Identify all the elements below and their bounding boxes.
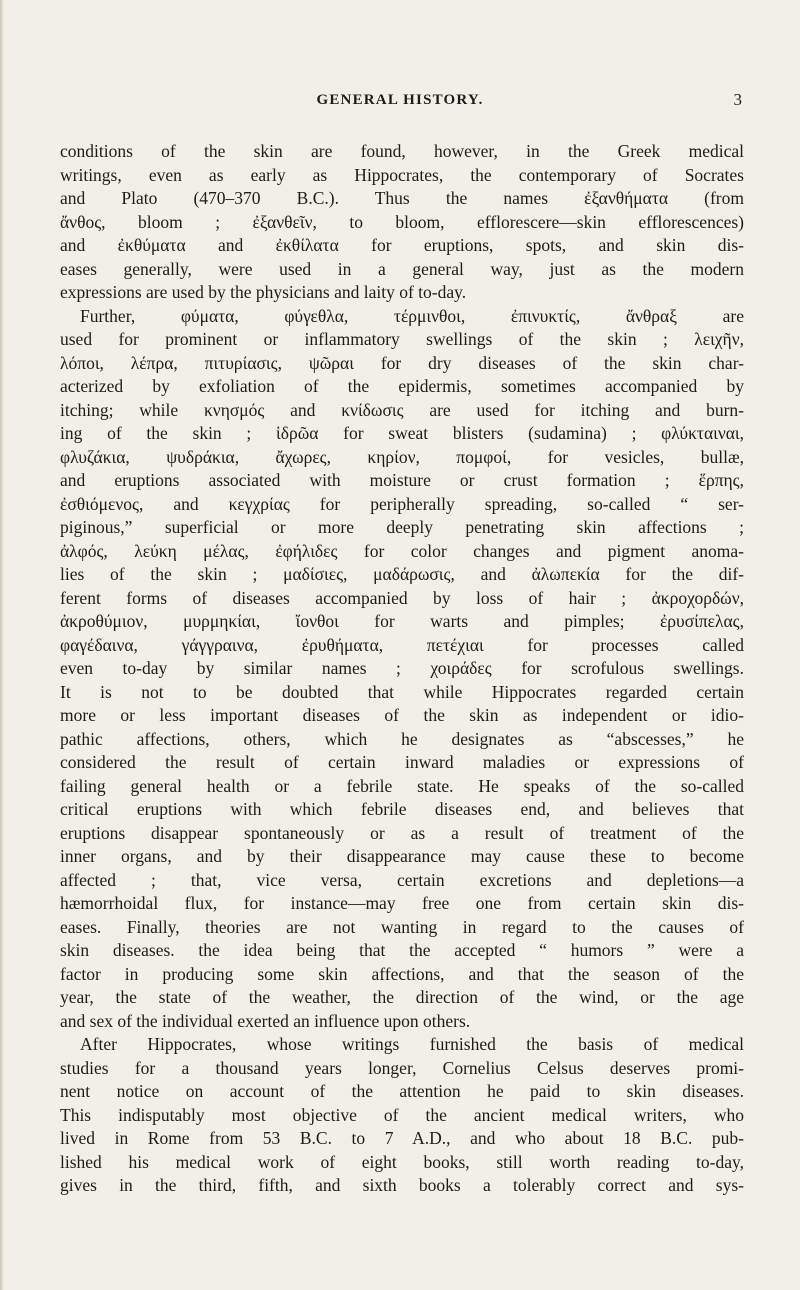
text-line: skin diseases. the idea being that the accepted “ humors ” were a: [60, 940, 744, 960]
text-line: ferent forms of diseases accompanied by loss of hair ; ἀκροχορδών,: [60, 587, 744, 608]
text-line: nent notice on account of the attention he paid to skin diseases.: [60, 1081, 744, 1101]
body-text: [60, 140, 744, 1198]
text-line: ἀκροθύμιον, μυρμηκίαι, ἴονθοι for warts and pimples; ἐρυσίπελας,: [60, 611, 744, 631]
text-line: conditions of the skin are found, however, in the Greek medical: [60, 141, 744, 161]
text-line: φαγέδαινα, γάγγραινα, ἐρυθήματα, πετέχιαι for processes called: [60, 634, 744, 655]
text-line: lished his medical work of eight books, still worth reading to-day,: [60, 1151, 744, 1172]
text-line: After Hippocrates, whose writings furnished the basis of medical: [80, 1034, 744, 1054]
text-line: piginous,” superficial or more deeply penetrating skin affections ;: [60, 517, 744, 537]
page-edge-shadow: [0, 0, 4, 1290]
text-line: It is not to be doubted that while Hippocrates regarded certain: [60, 681, 744, 702]
text-line: even to-day by similar names ; χοιράδες for scrofulous swellings.: [60, 658, 744, 678]
text-line: gives in the third, fifth, and sixth books a tolerably correct and sys-: [60, 1175, 744, 1195]
text-line: failing general health or a febrile state. He speaks of the so-called: [60, 775, 744, 796]
text-line: affected ; that, vice versa, certain excretions and depletions—a: [60, 869, 744, 890]
text-line: more or less important diseases of the skin as independent or idio-: [60, 705, 744, 725]
text-line: eases. Finally, theories are not wanting in regard to the causes of: [60, 916, 744, 937]
text-line: pathic affections, others, which he designates as “abscesses,” he: [60, 728, 744, 749]
page-number: 3: [733, 90, 742, 109]
text-line: studies for a thousand years longer, Cornelius Celsus deserves promi-: [60, 1057, 744, 1078]
text-line: and Plato (470–370 B.C.). Thus the names ἐξανθήματα (from: [60, 188, 744, 208]
text-line: and ἐκθύματα and ἐκθίλατα for eruptions, spots, and skin dis-: [60, 235, 744, 255]
text-line: and eruptions associated with moisture or crust formation ; ἕρπης,: [60, 470, 744, 490]
text-line: and sex of the individual exerted an influence upon others.: [60, 1010, 471, 1031]
text-line: This indisputably most objective of the ancient medical writers, who: [60, 1104, 744, 1125]
text-line: λόποι, λέπρα, πιτυρίασις, ψῶραι for dry diseases of the skin char-: [60, 352, 744, 373]
running-title: GENERAL HISTORY.: [316, 92, 484, 108]
text-line: writings, even as early as Hippocrates, the contemporary of Socrates: [60, 164, 744, 185]
text-line: itching; while κνησμός and κνίδωσις are used for itching and burn-: [60, 399, 744, 420]
text-line: considered the result of certain inward maladies or expressions of: [60, 752, 744, 772]
text-line: hæmorrhoidal flux, for instance—may free one from certain skin dis-: [60, 893, 744, 913]
text-line: ing of the skin ; ἱδρῶα for sweat blisters (sudamina) ; φλύκταιναι,: [60, 423, 744, 443]
text-line: eases generally, were used in a general way, just as the modern: [60, 258, 744, 279]
text-line: eruptions disappear spontaneously or as a result of treatment of the: [60, 822, 744, 843]
text-line: lived in Rome from 53 B.C. to 7 A.D., and who about 18 B.C. pub-: [60, 1128, 744, 1148]
text-line: lies of the skin ; μαδίσιες, μαδάρωσις, and ἀλωπεκία for the dif-: [60, 564, 744, 584]
text-line: ἐσθιόμενος, and κεγχρίας for peripherally spreading, so-called “ ser-: [60, 493, 744, 514]
text-line: φλυζάκια, ψυδράκια, ἄχωρες, κηρίον, πομφοί, for vesicles, bullæ,: [60, 446, 744, 467]
text-line: inner organs, and by their disappearance may cause these to become: [60, 846, 744, 866]
text-line: ἄνθος, bloom ; ἐξανθεῖν, to bloom, efflorescere—skin efflorescences): [60, 211, 744, 232]
text-line: year, the state of the weather, the direction of the wind, or the age: [60, 987, 744, 1007]
text-line: used for prominent or inflammatory swellings of the skin ; λειχῆν,: [60, 329, 744, 349]
text-line: expressions are used by the physicians and laity of to-day.: [60, 282, 467, 302]
text-line: factor in producing some skin affections, and that the season of the: [60, 963, 744, 984]
text-line: acterized by exfoliation of the epidermis, sometimes accompanied by: [60, 376, 744, 396]
running-head: [0, 92, 800, 114]
text-line: ἀλφός, λεύκη μέλας, ἐφήλιδες for color changes and pigment anoma-: [60, 540, 744, 561]
text-line: critical eruptions with which febrile diseases end, and believes that: [60, 799, 744, 819]
text-line: Further, φύματα, φύγεθλα, τέρμινθοι, ἐπινυκτίς, ἄνθραξ are: [80, 305, 744, 326]
